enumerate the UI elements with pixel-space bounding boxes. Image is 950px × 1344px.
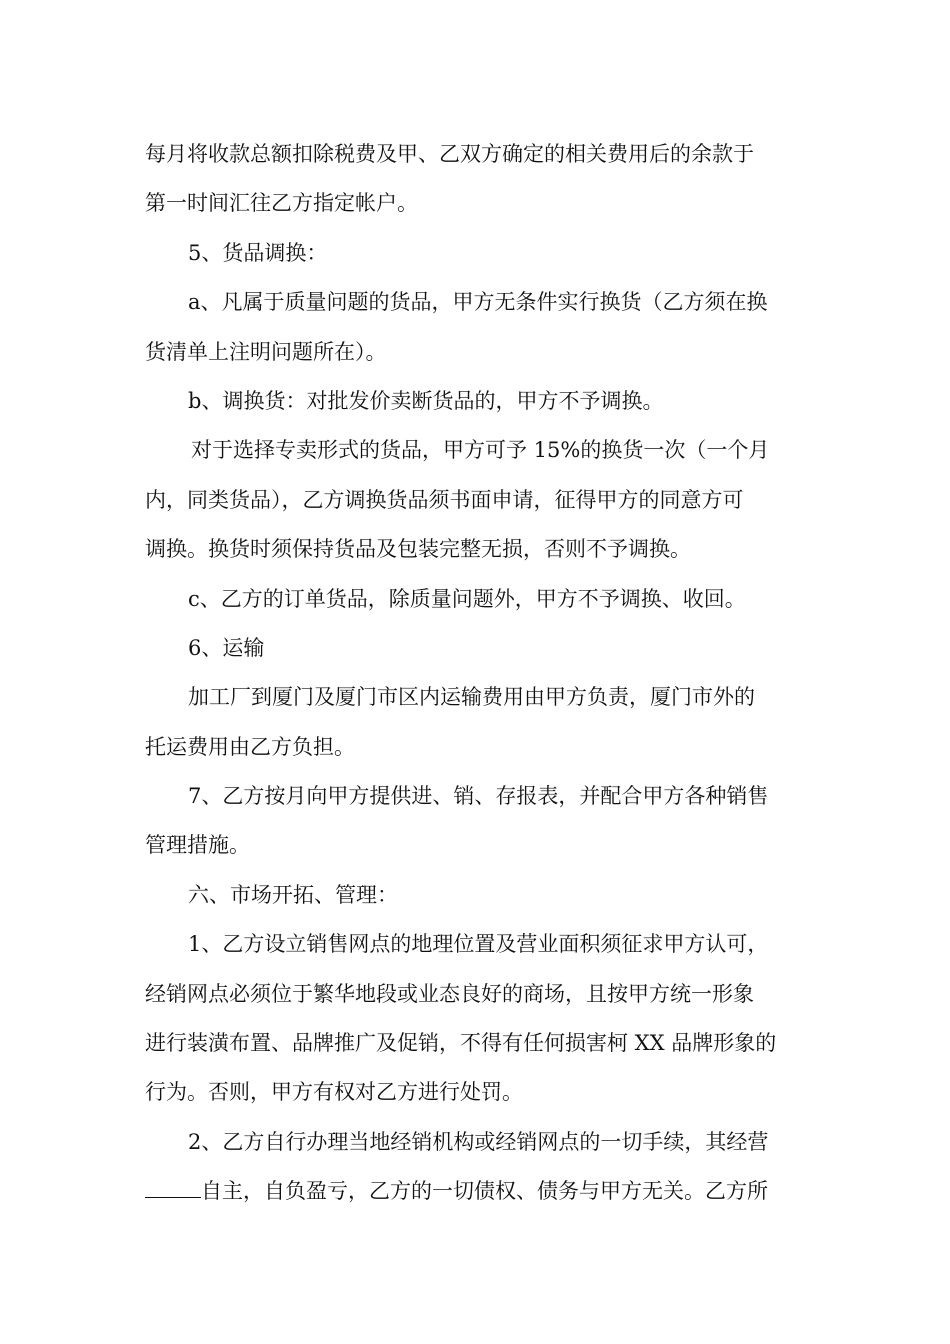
paragraph-line: 托运费用由乙方负担。 (145, 734, 355, 759)
paragraph-line: b、调换货：对批发价卖断货品的，甲方不予调换。 (188, 388, 664, 413)
paragraph-line: 对于选择专卖形式的货品，甲方可予 15%的换货一次（一个月 (191, 438, 770, 463)
paragraph-line-with-blank (145, 1167, 810, 1216)
document-body (145, 130, 810, 1217)
paragraph-line: 每月将收款总额扣除税费及甲、乙双方确定的相关费用后的余款于 (145, 142, 754, 166)
paragraph-line: a、凡属于质量问题的货品，甲方无条件实行换货（乙方须在换 (188, 290, 768, 315)
paragraph-line: 货清单上注明问题所在）。 (145, 339, 387, 364)
paragraph-line: 行为。否则，甲方有权对乙方进行处罚。 (145, 1080, 523, 1105)
section-heading: 六、市场开拓、管理： (188, 882, 398, 907)
paragraph-line: 第一时间汇往乙方指定帐户。 (145, 191, 418, 216)
paragraph-line: 2、乙方自行办理当地经销机构或经销网点的一切手续，其经营 (188, 1129, 769, 1154)
paragraph-line: 管理措施。 (145, 833, 250, 858)
section-heading: 6、运输 (188, 635, 265, 660)
paragraph-line: 加工厂到厦门及厦门市区内运输费用由甲方负责，厦门市外的 (188, 685, 755, 710)
fill-in-blank (145, 1179, 201, 1198)
paragraph-line: 7、乙方按月向甲方提供进、销、存报表，并配合甲方各种销售 (188, 784, 769, 809)
paragraph-line: 1、乙方设立销售网点的地理位置及营业面积须征求甲方认可， (188, 932, 769, 957)
paragraph-line: c、乙方的订单货品，除质量问题外，甲方不予调换、收回。 (188, 586, 746, 611)
paragraph-line: 调换。换货时须保持货品及包装完整无损，否则不予调换。 (145, 537, 691, 562)
paragraph-line: 经销网点必须位于繁华地段或业态良好的商场，且按甲方统一形象 (145, 981, 754, 1006)
paragraph-line: 内，同类货品），乙方调换货品须书面申请，征得甲方的同意方可 (145, 487, 744, 512)
paragraph-line: 进行装潢布置、品牌推广及促销，不得有任何损害柯 XX 品牌形象的 (145, 1031, 777, 1056)
paragraph-line-text: 自主，自负盈亏，乙方的一切债权、债务与甲方无关。乙方所 (201, 1179, 768, 1204)
section-heading: 5、货品调换： (188, 240, 328, 265)
